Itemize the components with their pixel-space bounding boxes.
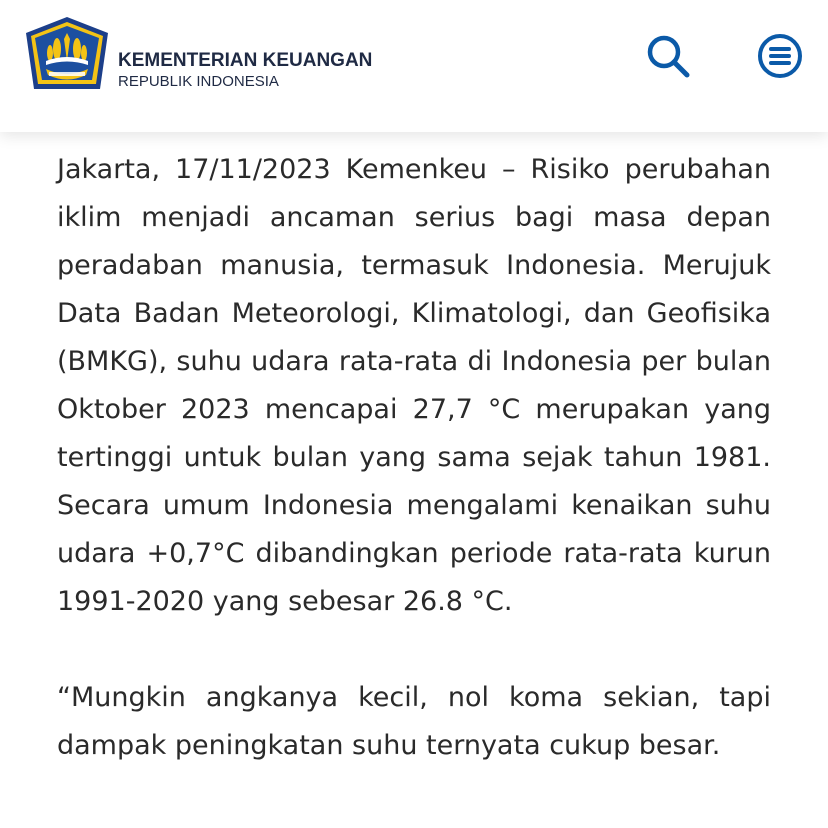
menu-icon[interactable]: [756, 32, 804, 80]
brand-subtitle: REPUBLIK INDONESIA: [118, 73, 279, 90]
brand-name[interactable]: [118, 50, 372, 92]
article-paragraph: Jakarta, 17/11/2023 Kemenkeu – Risiko perubahan iklim menjadi ancaman serius bagi masa depan peradaban manusia, termasuk Indonesia. Merujuk Data Badan Meteorologi, Klimatologi, dan Geofisika (BMKG), suhu udara rata-rata di Indonesia per bulan Oktober 2023 mencapai 27,7 °C merupakan yang tertinggi untuk bulan yang sama sejak tahun 1981. Secara umum Indonesia mengalami kenaikan suhu udara +0,7°C dibandingkan periode rata-rata kurun 1991-2020 yang sebesar 26.8 °C.: [57, 154, 771, 617]
search-icon[interactable]: [644, 32, 692, 80]
site-header: [0, 0, 828, 132]
kemenkeu-logo-icon[interactable]: [24, 15, 110, 95]
article-paragraph: “Mungkin angkanya kecil, nol koma sekian, tapi dampak peningkatan suhu ternyata cukup besar.: [57, 682, 771, 761]
article-body: [57, 146, 771, 818]
brand-title: KEMENTERIAN KEUANGAN: [118, 50, 373, 71]
